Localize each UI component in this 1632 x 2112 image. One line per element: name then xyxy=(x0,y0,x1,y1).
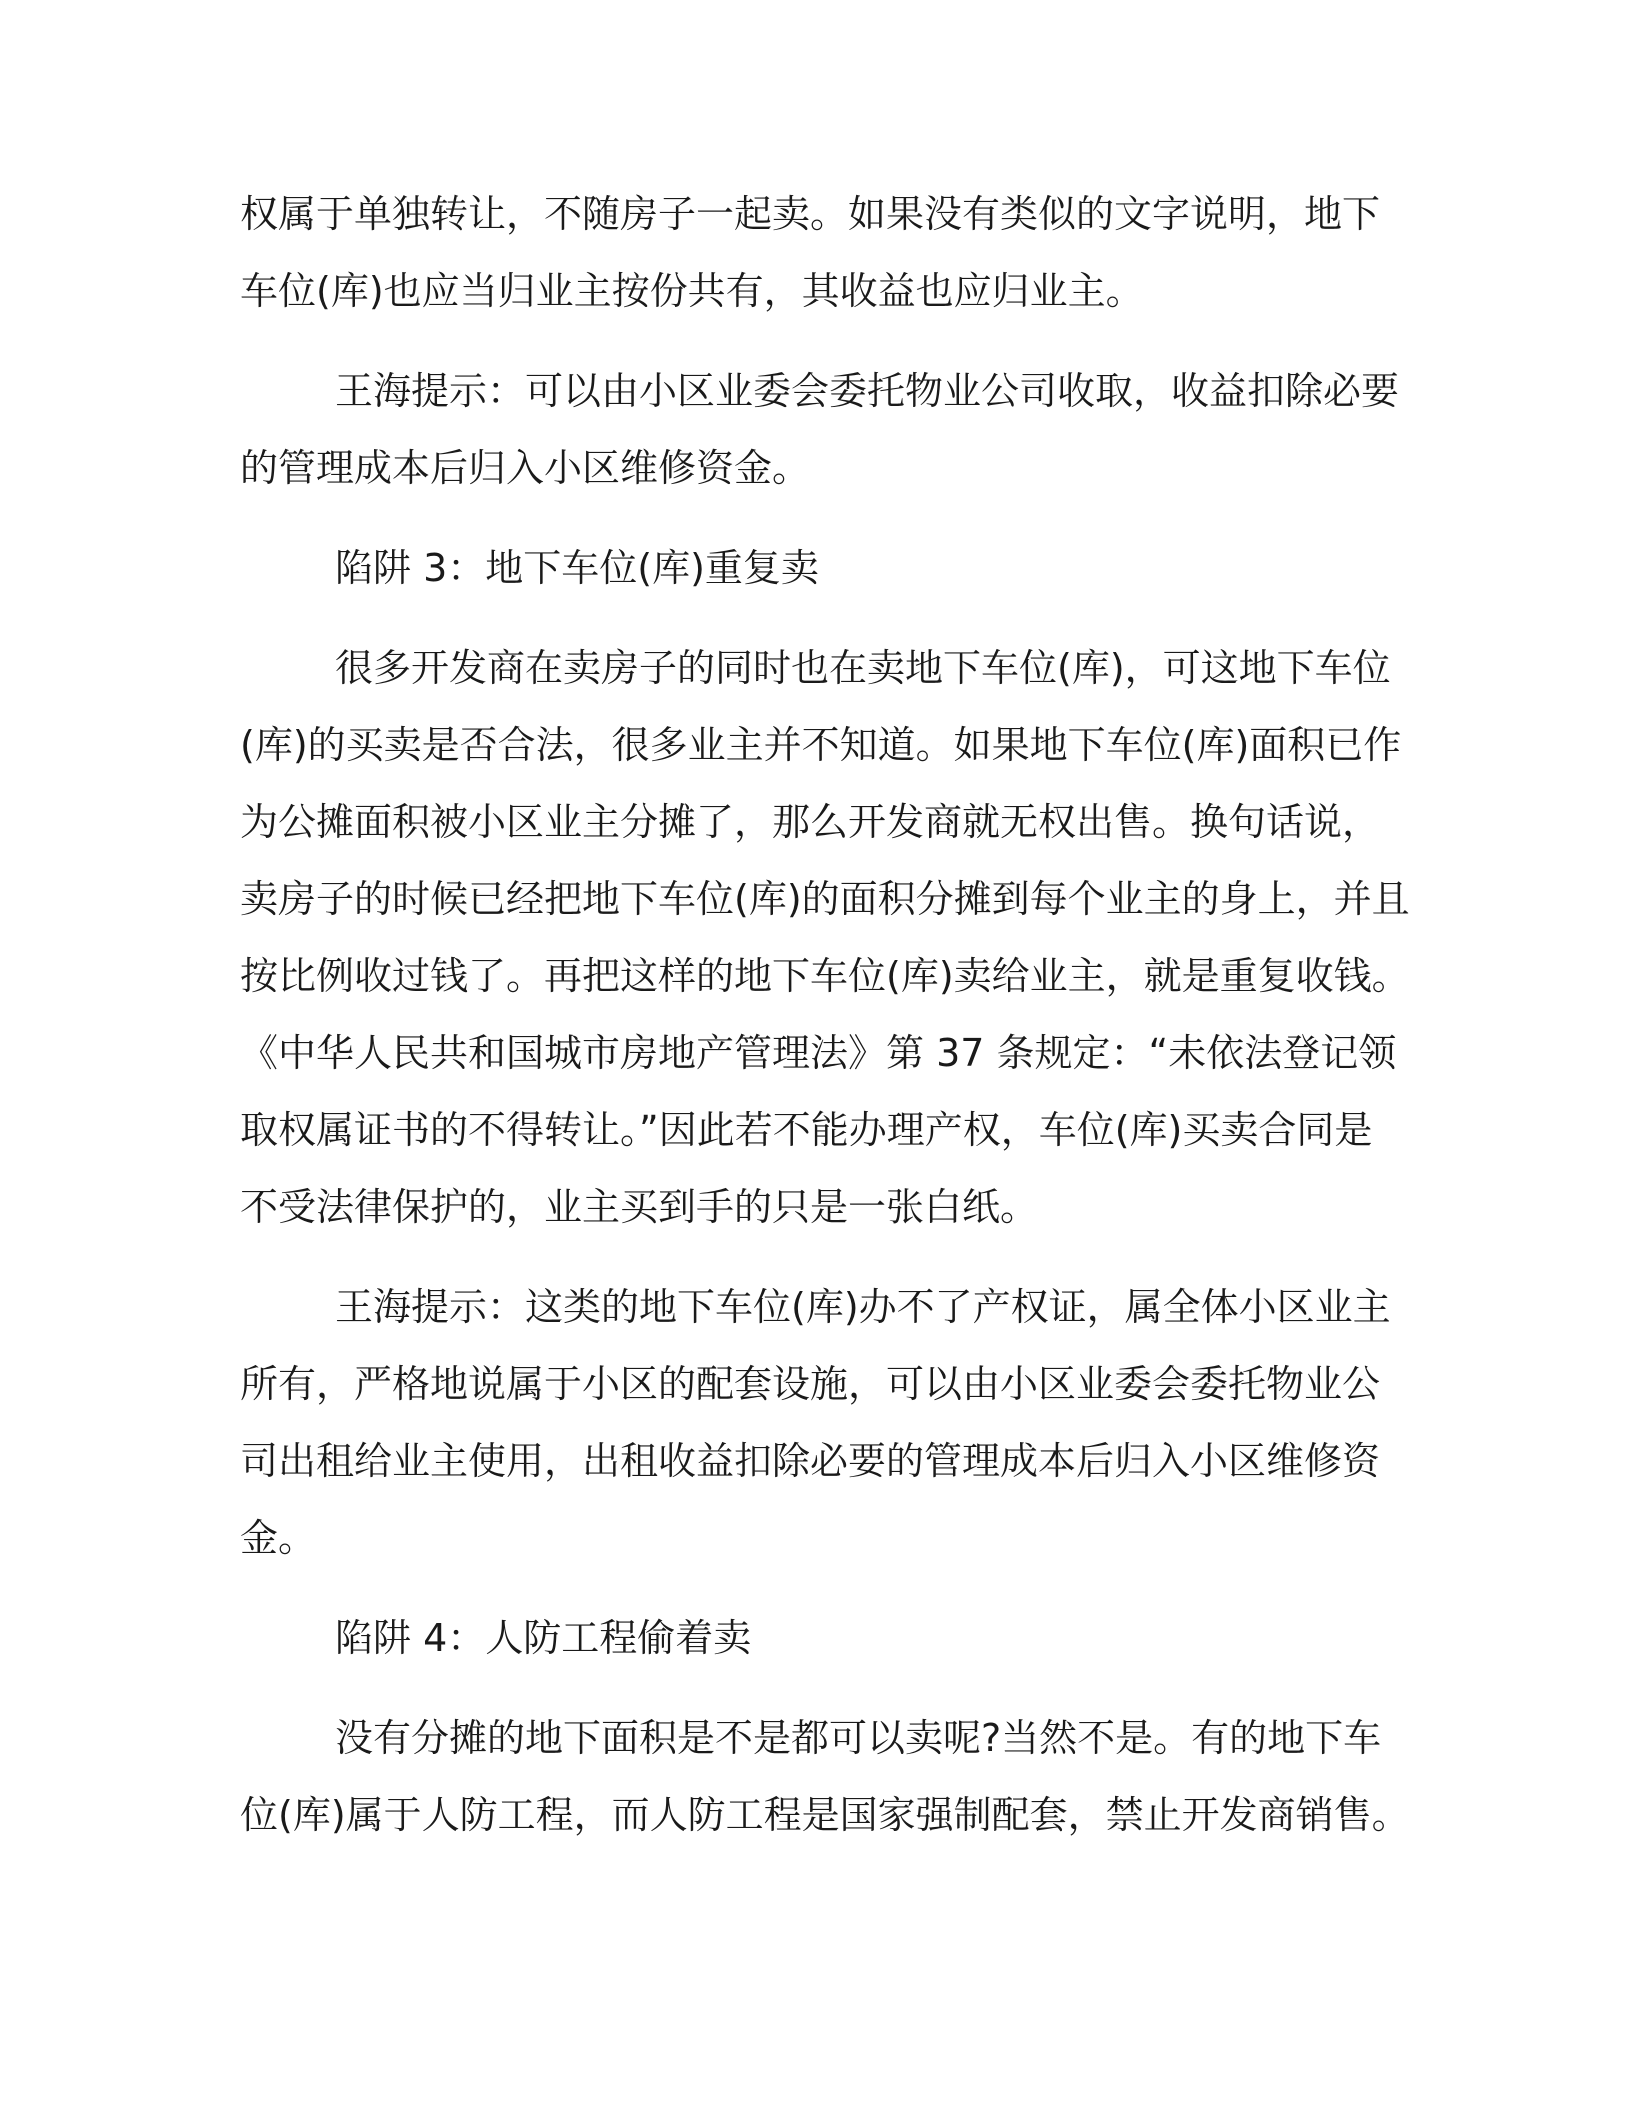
text-line: 很多开发商在卖房子的同时也在卖地下车位(库)，可这地下车位 xyxy=(335,646,1391,690)
text-line: 按比例收过钱了。再把这样的地下车位(库)卖给业主，就是重复收钱。 xyxy=(240,954,1410,998)
text-line: 司出租给业主使用，出租收益扣除必要的管理成本后归入小区维修资 xyxy=(240,1439,1381,1483)
text-line: 没有分摊的地下面积是不是都可以卖呢?当然不是。有的地下车 xyxy=(335,1716,1382,1760)
text-line: 王海提示：可以由小区业委会委托物业公司收取，收益扣除必要 xyxy=(335,369,1400,413)
text-line: 所有，严格地说属于小区的配套设施，可以由小区业委会委托物业公 xyxy=(240,1362,1381,1406)
text-line: 陷阱 3：地下车位(库)重复卖 xyxy=(335,546,819,590)
paragraph-5 xyxy=(240,1269,1392,1577)
text-line: 的管理成本后归入小区维修资金。 xyxy=(240,446,811,490)
paragraph-2 xyxy=(240,353,1400,507)
text-line: 为公摊面积被小区业主分摊了，那么开发商就无权出售。换句话说， xyxy=(240,800,1381,844)
paragraph-4 xyxy=(240,630,1410,1246)
text-line: 陷阱 4：人防工程偷着卖 xyxy=(335,1616,752,1660)
text-line: 卖房子的时候已经把地下车位(库)的面积分摊到每个业主的身上，并且 xyxy=(240,877,1410,921)
text-line: 《中华人民共和国城市房地产管理法》第 37 条规定：“未依法登记领 xyxy=(240,1031,1397,1075)
text-line: (库)的买卖是否合法，很多业主并不知道。如果地下车位(库)面积已作 xyxy=(240,723,1402,767)
paragraph-7 xyxy=(240,1700,1410,1854)
text-line: 王海提示：这类的地下车位(库)办不了产权证，属全体小区业主 xyxy=(335,1285,1391,1329)
text-line: 不受法律保护的，业主买到手的只是一张白纸。 xyxy=(240,1185,1039,1229)
section-heading-trap-4 xyxy=(240,1600,1392,1677)
paragraph-1 xyxy=(240,176,1392,330)
text-line: 取权属证书的不得转让。”因此若不能办理产权，车位(库)买卖合同是 xyxy=(240,1108,1373,1152)
text-line: 位(库)属于人防工程，而人防工程是国家强制配套，禁止开发商销售。 xyxy=(240,1793,1410,1837)
section-heading-trap-3 xyxy=(240,530,1392,607)
text-line: 权属于单独转让，不随房子一起卖。如果没有类似的文字说明，地下 xyxy=(240,192,1381,236)
text-line: 金。 xyxy=(240,1516,317,1560)
text-line: 车位(库)也应当归业主按份共有，其收益也应归业主。 xyxy=(240,269,1144,313)
document-page xyxy=(240,176,1410,1877)
